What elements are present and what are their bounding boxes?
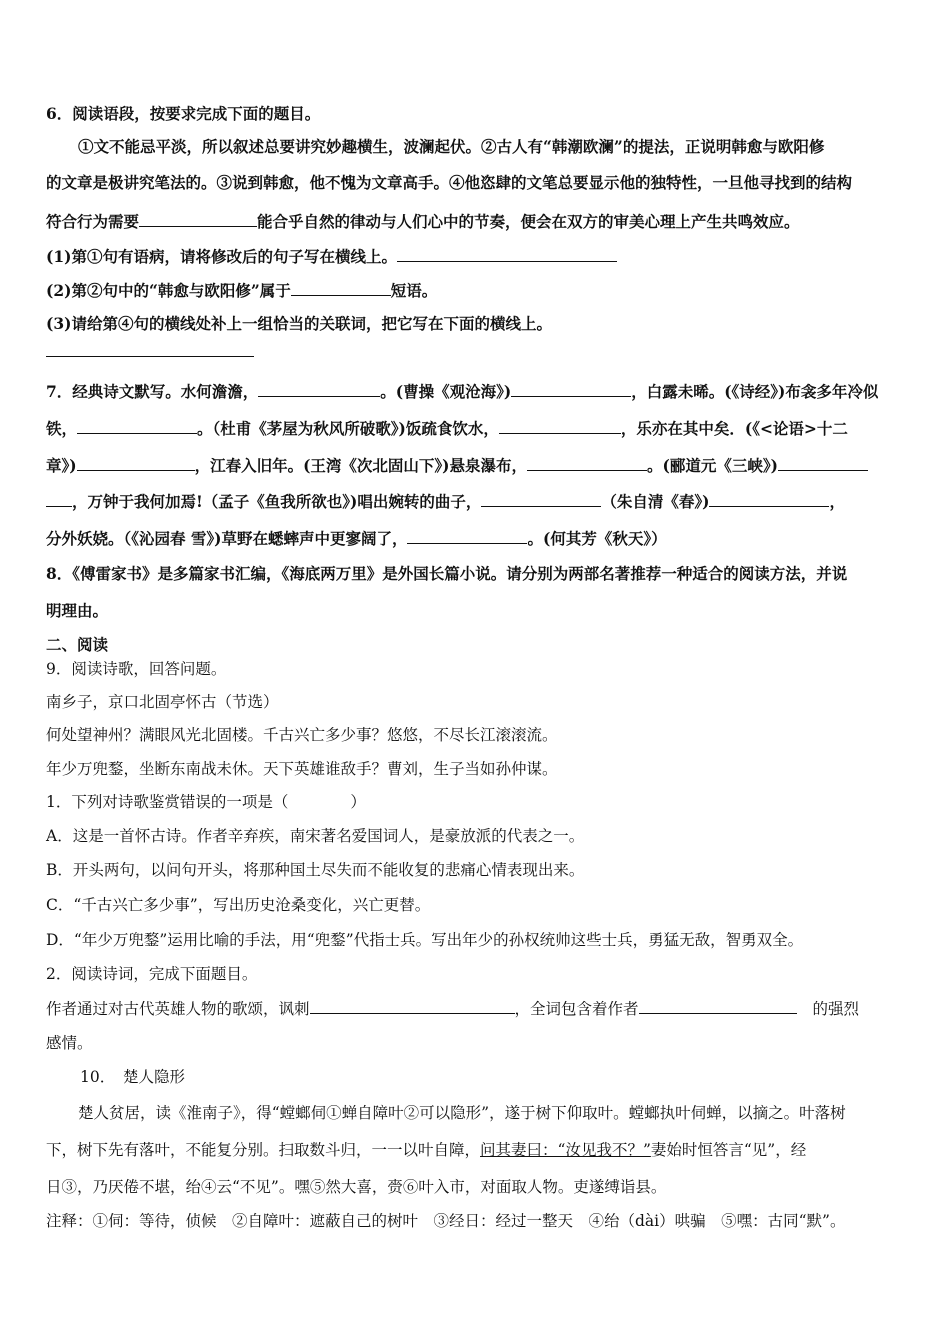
q10-passage-line-2 [46, 1139, 806, 1161]
q7-text: ，乐亦在其中矣．(《<论语>十二 [620, 419, 848, 438]
q6-answer-line [46, 340, 254, 363]
q9-text: 的强烈 [812, 1000, 860, 1018]
q7-line-5 [46, 527, 667, 550]
q6-sub2-text: (2)第②句中的“韩愈与欧阳修”属于 [46, 281, 291, 300]
q6-text: 能合乎自然的律动与人们心中的节奏，便会在双方的审美心理上产生共鸣效应。 [257, 212, 800, 231]
answer-blank[interactable] [258, 380, 380, 397]
q9-title: 9．阅读诗歌，回答问题。 [46, 660, 227, 678]
q7-text: ，白露未晞。(《诗经》)布衾多年冷似 [631, 382, 879, 401]
q7-text: 7．经典诗文默写。水何澹澹， [46, 382, 259, 401]
q6-paragraph-line-1: ①文不能忌平淡，所以叙述总要讲究妙趣横生，波澜起伏。②古人有“韩潮欧澜”的提法，正说明韩愈与欧阳修 [78, 137, 825, 156]
answer-blank[interactable] [527, 454, 647, 471]
q8-line-2: 明理由。 [46, 601, 109, 620]
answer-blank[interactable] [310, 997, 515, 1014]
q6-title: 6．阅读语段，按要求完成下面的题目。 [46, 104, 321, 123]
q6-text: 符合行为需要 [46, 212, 140, 231]
section-heading: 二、阅读 [46, 635, 109, 654]
q9-poem-title: 南乡子，京口北固亭怀古（节选） [46, 693, 279, 711]
q8-line-1: 8．《傅雷家书》是多篇家书汇编，《海底两万里》是外国长篇小说。请分别为两部名著推荐一种适合的阅读方法，并说 [46, 564, 848, 583]
q7-text: 。(何其芳《秋天》） [527, 529, 667, 548]
q6-paragraph-line-3 [46, 210, 800, 233]
q9-sub-question-2: 2．阅读诗词，完成下面题目。 [46, 965, 258, 983]
answer-blank[interactable] [291, 279, 391, 296]
q10-text: 妻始时恒答言“见”，经 [650, 1141, 807, 1159]
answer-blank[interactable] [639, 997, 797, 1014]
q7-line-4 [46, 490, 845, 513]
q9-text: ，全词包含着作者 [514, 1000, 639, 1018]
q7-text: 章》) [46, 456, 77, 475]
answer-blank[interactable] [77, 417, 197, 434]
q7-text: 铁， [46, 419, 78, 438]
q7-text: 。（杜甫《茅屋为秋风所破歌》)饭疏食饮水， [197, 419, 499, 438]
q7-line-1 [46, 380, 878, 403]
q9-sub-question-1: 1．下列对诗歌鉴赏错误的一项是（ ） [46, 793, 366, 811]
q6-sub-question-3: (3)请给第④句的横线处补上一组恰当的关联词，把它写在下面的横线上。 [46, 314, 552, 333]
q9-sub2-line-2: 感情。 [46, 1034, 93, 1052]
q10-passage-line-3: 日③，乃厌倦不堪，绐④云“不见”。嘿⑤然大喜，赍⑥叶入市，对面取人物。吏遂缚诣县。 [46, 1178, 667, 1196]
q9-option-b: B．开头两句，以问句开头，将那种国土尽失而不能收复的悲痛心情表现出来。 [46, 861, 585, 879]
answer-blank[interactable] [397, 245, 617, 262]
q10-title: 10． 楚人隐形 [80, 1068, 185, 1086]
q6-sub-question-1 [46, 245, 617, 268]
q6-paragraph-line-2: 的文章是极讲究笔法的。③说到韩愈，他不愧为文章高手。④他恣肆的文笔总要显示他的独特性，一旦他寻找到的结构 [46, 173, 853, 192]
q10-underlined-sentence: 问其妻曰：“汝见我不？” [480, 1141, 651, 1159]
q9-poem-line-1: 何处望神州？满眼风光北固楼。千古兴亡多少事？悠悠，不尽长江滚滚流。 [46, 726, 558, 744]
answer-blank[interactable] [407, 527, 527, 544]
q6-sub-question-2 [46, 279, 437, 302]
q9-option-c: C．“千古兴亡多少事”，写出历史沧桑变化，兴亡更替。 [46, 896, 431, 914]
q7-line-2 [46, 417, 848, 440]
q7-text: 。(郦道元《三峡》) [647, 456, 778, 475]
q7-text: 。(曹操《观沧海》) [380, 382, 512, 401]
answer-blank[interactable] [139, 210, 257, 227]
answer-blank[interactable] [481, 490, 601, 507]
q6-sub1-text: (1)第①句有语病，请将修改后的句子写在横线上。 [46, 247, 397, 266]
q9-option-a: A．这是一首怀古诗。作者辛弃疾，南宋著名爱国词人，是豪放派的代表之一。 [46, 827, 585, 845]
answer-blank[interactable] [709, 490, 829, 507]
q9-option-d: D．“年少万兜鍪”运用比喻的手法，用“兜鍪”代指士兵。写出年少的孙权统帅这些士兵，勇猛无敌，智勇双全。 [46, 931, 804, 949]
q10-notes: 注释：①伺：等待，侦候 ②自障叶：遮蔽自己的树叶 ③经日：经过一整天 ④绐（dài）哄骗 ⑤嘿：古同“默”。 [46, 1212, 846, 1230]
answer-blank[interactable] [46, 490, 72, 507]
q10-text: 下，树下先有落叶，不能复分别。扫取数斗归，一一以叶自障， [46, 1141, 481, 1159]
q9-sub2-line-1 [46, 997, 859, 1020]
q7-text: 分外妖娆。（《沁园春 雪》)草野在蟋蟀声中更寥阔了， [46, 529, 408, 548]
answer-blank[interactable] [46, 340, 254, 357]
answer-blank[interactable] [77, 454, 195, 471]
q7-line-3 [46, 454, 868, 477]
answer-blank[interactable] [778, 454, 868, 471]
answer-blank[interactable] [511, 380, 631, 397]
q7-text: （朱自清《春》) [601, 492, 710, 511]
q7-text: ，万钟于我何加焉!（孟子《鱼我所欲也》)唱出婉转的曲子， [72, 492, 482, 511]
q9-poem-line-2: 年少万兜鍪，坐断东南战未休。天下英雄谁敌手？曹刘，生子当如孙仲谋。 [46, 760, 558, 778]
q6-sub2-text: 短语。 [390, 281, 438, 300]
q10-passage-line-1: 楚人贫居，读《淮南子》，得“螳螂伺①蝉自障叶②可以隐形”，遂于树下仰取叶。螳螂执叶伺蝉，以摘之。叶落树 [78, 1104, 846, 1122]
q9-text: 作者通过对古代英雄人物的歌颂，讽刺 [46, 1000, 310, 1018]
q7-text: ，江春入旧年。(王湾《次北固山下》)悬泉瀑布， [194, 456, 528, 475]
q7-text: ， [829, 492, 845, 511]
answer-blank[interactable] [499, 417, 621, 434]
